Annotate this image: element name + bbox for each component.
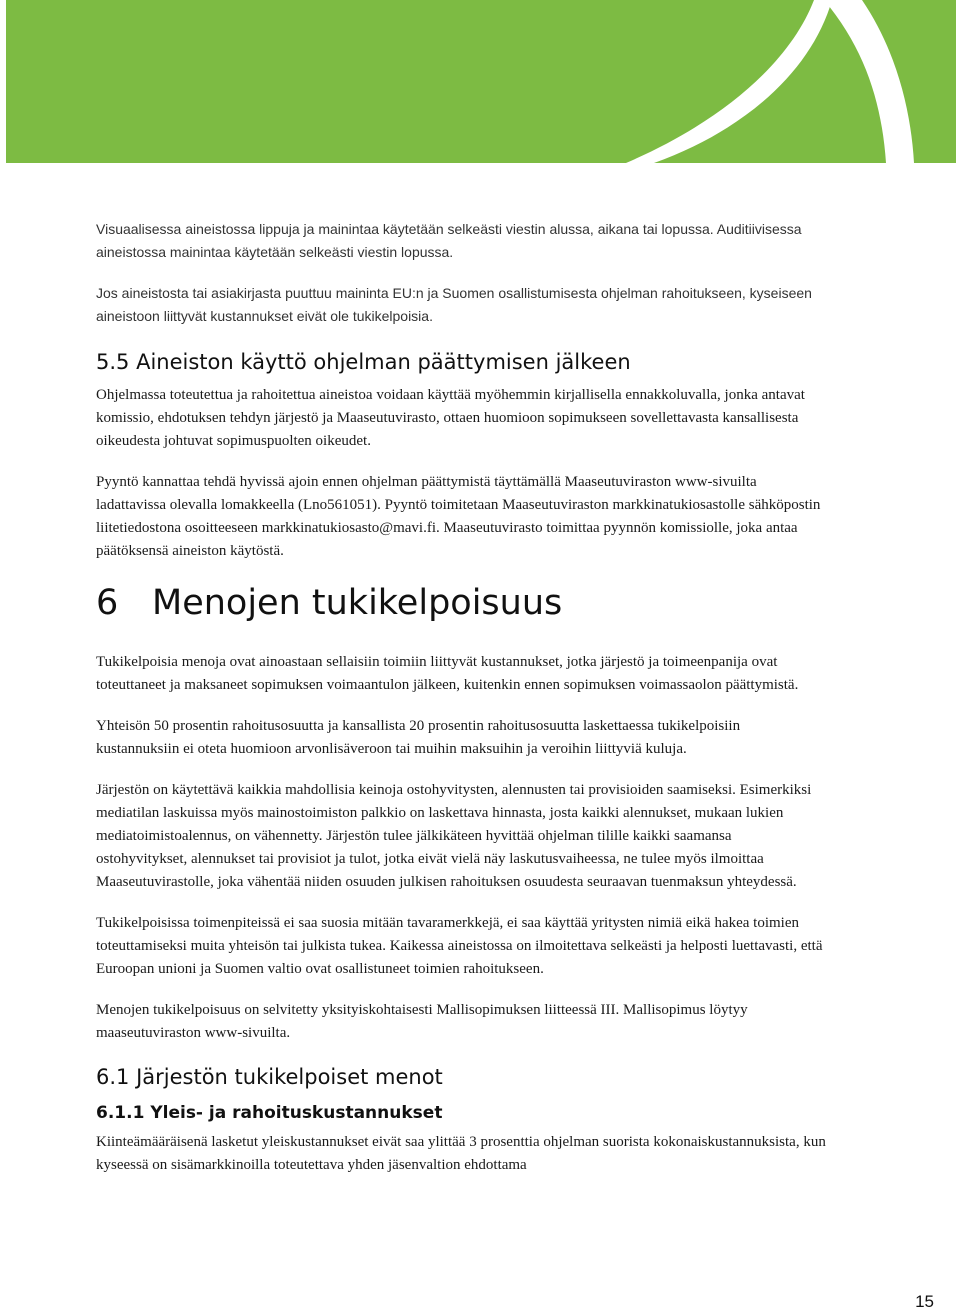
page-number: 15 bbox=[915, 1292, 934, 1311]
chapter-6-paragraph-4: Tukikelpoisissa toimenpiteissä ei saa suosia mitään tavaramerkkejä, ei saa käyttää yritysten nimiä eikä hakea toimien toteuttamiseksi muita yhteisön tai julkista tukea. Kaikessa aineistossa on ilmoitettava selkeästi ja helposti luettavasti, että Euroopan unioni ja Suomen valtio ovat osallistuneet toimien rahoitukseen. bbox=[96, 915, 823, 977]
leaf-stripe-graphic bbox=[6, 0, 956, 163]
intro-paragraph-2: Jos aineistosta tai asiakirjasta puuttuu maininta EU:n ja Suomen osallistumisesta ohjelman rahoitukseen, kyseiseen aineistoon liittyvät kustannukset eivät ole tukikelpoisia. bbox=[96, 285, 812, 324]
section-5-5-paragraph-2: Pyyntö kannattaa tehdä hyvissä ajoin ennen ohjelman päättymistä täyttämällä Maaseutuviraston www-sivuilta ladattavissa olevalla lomakkeella (Lno561051). Pyyntö toimitetaan Maaseutuviraston markkinatukiosastolle sähköpostin liitetiedostona osoitteeseen markkinatukiosasto@mavi.fi. Maaseutuvirasto toimittaa pyynnön komissiolle, joka antaa päätöksensä aineiston käytöstä. bbox=[96, 474, 821, 559]
chapter-number: 6 bbox=[96, 583, 119, 623]
chapter-6-paragraph-1: Tukikelpoisia menoja ovat ainoastaan sellaisiin toimiin liittyvät kustannukset, jotka järjestö ja toimeenpanija ovat toteuttaneet ja maksaneet sopimuksen voimaantulon jälkeen, kuitenkin ennen sopimuksen voimassaolon päättymistä. bbox=[96, 654, 799, 693]
chapter-6-paragraph-2: Yhteisön 50 prosentin rahoitusosuutta ja kansallista 20 prosentin rahoitusosuutta laskettaessa tukikelpoisiin kustannuksiin ei oteta huomioon arvonlisäveroon tai muihin maksuihin ja veroihin liittyviä kuluja. bbox=[96, 718, 741, 757]
chapter-title: Menojen tukikelpoisuus bbox=[152, 583, 563, 623]
chapter-6-heading bbox=[96, 581, 826, 625]
leaf-stripe-left bbox=[626, 0, 832, 163]
section-6-1-1-paragraph-1: Kiinteämääräisenä lasketut yleiskustannukset eivät saa ylittää 3 prosenttia ohjelman suorista kokonaiskustannuksista, kun kyseessä on sisämarkkinoilla toteutettava yhden jäsenvaltion ehdottama bbox=[96, 1134, 826, 1173]
section-6-1-heading: 6.1 Järjestön tukikelpoiset menot bbox=[96, 1065, 443, 1089]
intro-paragraph-1: Visuaalisessa aineistossa lippuja ja mainintaa käytetään selkeästi viestin alussa, aikana tai lopussa. Auditiivisessa aineistossa mainintaa käytetään selkeästi viestin lopussa. bbox=[96, 221, 802, 260]
section-6-1-1-heading: 6.1.1 Yleis- ja rahoituskustannukset bbox=[96, 1103, 443, 1123]
header-banner bbox=[6, 0, 956, 163]
chapter-6-paragraph-3: Järjestön on käytettävä kaikkia mahdollisia keinoja ostohyvitysten, alennusten tai provisioiden saamiseksi. Esimerkiksi mediatilan laskuissa myös mainostoimiston palkkio on laskettava hinnasta, josta kaikki alennukset, mukaan lukien mediatoimistoalennus, on vähennetty. Järjestön tulee jälkikäteen hyvittää ohjelman tilille kaikki saamansa ostohyvitykset, alennukset tai provisiot ja tulot, jotka eivät vielä näy laskutusvaiheessa, ne tulee myös ilmoittaa Maaseutuvirastolle, joka vähentää niiden osuuden julkisen rahoituksen osuudesta seuraavan tuenmaksun yhteydessä. bbox=[96, 782, 812, 890]
chapter-6-paragraph-5: Menojen tukikelpoisuus on selvitetty yksityiskohtaisesti Mallisopimuksen liitteessä III. Mallisopimus löytyy maaseutuviraston www-sivuilta. bbox=[96, 1002, 748, 1041]
section-5-5-paragraph-1: Ohjelmassa toteutettua ja rahoitettua aineistoa voidaan käyttää myöhemmin kirjallisella ennakkoluvalla, jonka antavat komissio, ehdotuksen tehdyn järjestö ja Maaseutuvirasto, ottaen huomioon sopimukseen sovellettavasta kansallisesta oikeudesta johtuvat sopimuspuolten oikeudet. bbox=[96, 387, 805, 449]
leaf-stripe-right bbox=[824, 0, 914, 163]
page-content bbox=[96, 218, 826, 1195]
section-5-5-heading: 5.5 Aineiston käyttö ohjelman päättymisen jälkeen bbox=[96, 350, 631, 374]
